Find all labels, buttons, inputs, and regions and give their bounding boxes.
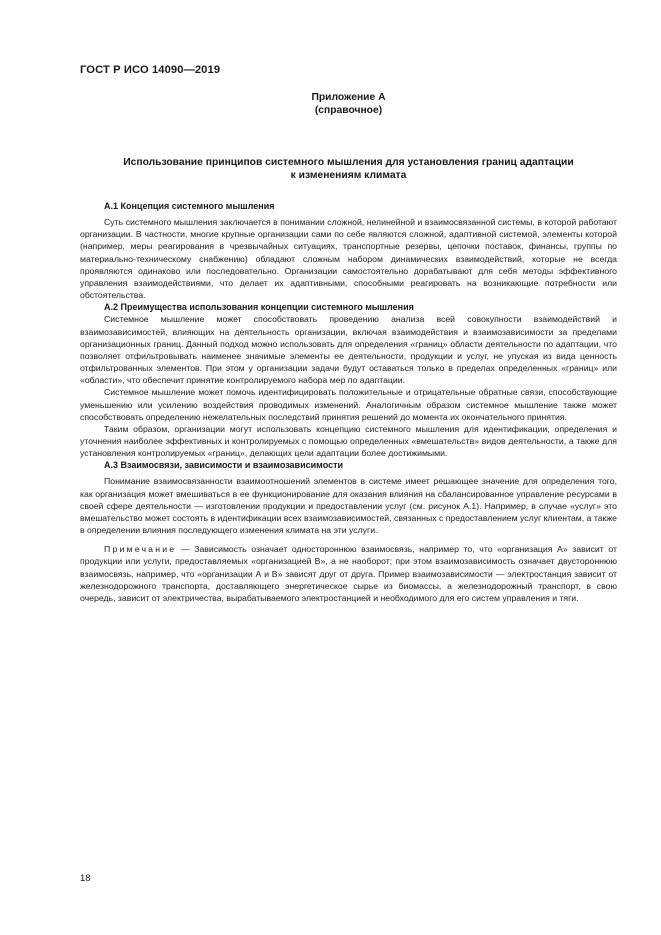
main-title-line-1: Использование принципов системного мышления для установления границ адаптации bbox=[123, 157, 574, 168]
section-a2-paragraph-3: Таким образом, организации могут использовать концепцию системного мышления для идентификации, определения и уточнения наиболее эффективных и контролируемых с помощью определенных «вмешательств» видов деятельности, а также для установления контролируемых «границ», делающих цели адаптации более достижимыми. bbox=[80, 423, 617, 459]
appendix-heading bbox=[80, 92, 617, 117]
standard-designation: ГОСТ Р ИСО 14090—2019 bbox=[80, 64, 221, 76]
note-text: — Зависимость означает одностороннюю взаимосвязь, например то, что «организация А» зависит от продукции или услуги, предоставляемых «организацией В», а не наоборот; при этом взаимозависимость означает двустороннюю взаимосвязь, например, что «организации А и В» зависят друг от друга. Пример взаимозависимости — электростанция зависит от железнодорожного транспорта, доставляющего энергетическое сырье из биомассы, а железнодорожный транспорт, в свою очередь, зависит от электричества, вырабатываемого электростанцией и необходимого для его систем управления и тяги. bbox=[80, 544, 617, 603]
note-paragraph bbox=[80, 543, 617, 604]
section-a2-heading: А.2 Преимущества использования концепции системного мышления bbox=[104, 302, 414, 313]
section-a2-paragraph-2: Системное мышление может помочь идентифицировать положительные и отрицательные обратные связи, способствующие уменьшению или усилению воздействия проводимых изменений. Аналогичным образом системное мышление также может способствовать определению нежелательных последствий принятия решений до момента их окончательного принятия. bbox=[80, 387, 617, 422]
note-label: Примечание bbox=[104, 544, 177, 555]
section-a1-heading: А.1 Концепция системного мышления bbox=[104, 201, 275, 211]
section-a1-paragraph-1: Суть системного мышления заключается в понимании сложной, нелинейной и взаимосвязанной системы, в которой работают организации. В частности, многие крупные организации сами по себе являются сложной, адаптивной системой, элементы которой (например, меры реагирования в чрезвычайных ситуациях, транспортные резервы, цепочки поставок, финансы, группы по материально-техническому снабжению) обладают сложным набором динамических взаимодействий, которые не всегда проявляются одинаково или последовательно. Организации самостоятельно дорабатывают для себя методы эффективного управления взаимодействиями, что делает их адаптивными, способными реагировать на возникающие потребности или обстоятельства. bbox=[80, 217, 617, 301]
section-a3-heading: А.3 Взаимосвязи, зависимости и взаимозависимости bbox=[104, 460, 344, 471]
appendix-subtitle: (справочное) bbox=[314, 104, 383, 116]
section-a2-paragraph-1: Системное мышление может способствовать проведению анализа всей совокупности взаимодействий и взаимозависимостей, влияющих на деятельность организации, включая взаимодействия и взаимозависимости за пределами организационных границ. Данный подход можно использовать для определения «границ» области деятельности по адаптации, что позволяет отфильтровывать наименее значимые элементы ее деятельности, продукции и услуг, не упуская из вида ценность отфильтрованных элементов. При этом у организации задачи будут оставаться только в пределах определенных «границ» или «области», что обеспечит принятие контролируемого набора мер по адаптации. bbox=[80, 314, 617, 386]
document-body bbox=[80, 200, 617, 604]
appendix-title: Приложение А bbox=[311, 92, 386, 103]
main-title-line-2: к изменениям климата bbox=[290, 169, 407, 181]
page-number: 18 bbox=[80, 873, 91, 884]
main-title bbox=[80, 157, 617, 182]
section-a3-paragraph-1: Понимание взаимосвязанности взаимоотношений элементов в системе имеет решающее значение для определения того, как организация может вмешиваться в ее функционирование для оказания влияния на сбалансированное управление ресурсами в своей сфере деятельности — изготовлении продукции и предоставлении услуг (см. рисунок А.1). Например, в случае «услуг» это вмешательство может состоять в идентификации всех взаимозависимостей, связанных с предоставлением услуг клиентам, а также в определении влияния последующего изменения климата на эти услуги. bbox=[80, 476, 617, 536]
